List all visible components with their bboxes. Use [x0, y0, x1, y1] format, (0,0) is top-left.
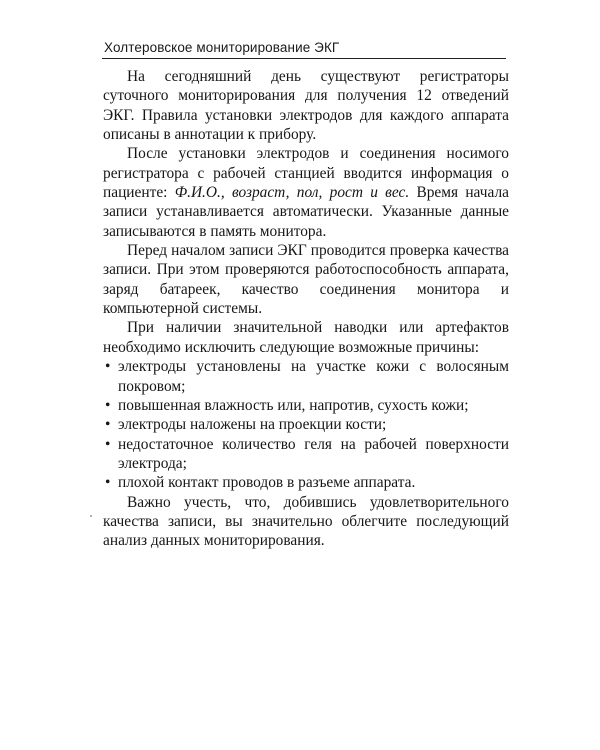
- list-item: [103, 415, 509, 434]
- list-item: [103, 357, 509, 396]
- patient-fields-emphasis: Ф.И.О., возраст, пол, рост и вес.: [174, 184, 410, 202]
- body-text: [103, 67, 509, 551]
- bullet-icon: •: [105, 358, 111, 376]
- list-item: [103, 396, 509, 415]
- paragraph-artifacts-intro: При наличии значительной наводки или артефактов необходимо исключить следующие возможные причины:: [103, 319, 509, 356]
- bullet-icon: •: [105, 474, 111, 492]
- list-item: [103, 435, 509, 474]
- list-item-text: плохой контакт проводов в разъеме аппарата.: [118, 474, 416, 492]
- paragraph-closing: Важно учесть, что, добившись удовлетворительного качества записи, вы значительно облегчите последующий анализ данных мониторирования.: [103, 493, 509, 550]
- paragraph-patient-info: [103, 144, 509, 241]
- list-item-text: повышенная влажность или, напротив, сухость кожи;: [118, 396, 469, 414]
- patient-info-tail: Время начала записи устанавливается автоматически. Указанные данные записываются в память монитора.: [103, 184, 509, 240]
- causes-list: [103, 357, 509, 492]
- list-item: [103, 473, 509, 492]
- header-rule: [102, 58, 506, 59]
- running-header: Холтеровское мониторирование ЭКГ: [104, 40, 340, 55]
- bullet-icon: •: [105, 396, 111, 414]
- patient-info-lead: После установки электродов и соединения носимого регистратора с рабочей станцией вводится информация о пациенте:: [103, 145, 509, 202]
- list-item-text: недостаточное количество геля на рабочей поверхности электрода;: [118, 435, 509, 472]
- paragraph-quality-check: Перед началом записи ЭКГ проводится проверка качества записи. При этом проверяются работоспособность аппарата, заряд батареек, качество соединения монитора и компьютерной системы.: [103, 242, 509, 318]
- list-item-text: электроды наложены на проекции кости;: [118, 416, 387, 434]
- list-item-text: электроды установлены на участке кожи с волосяным покровом;: [118, 358, 509, 395]
- paragraph-recorders: На сегодняшний день существуют регистраторы суточного мониторирования для получения 12 отведений ЭКГ. Правила установки электродов для каждого аппарата описаны в аннотации к прибору.: [103, 68, 509, 144]
- scan-speck: [90, 515, 92, 517]
- bullet-icon: •: [105, 435, 111, 453]
- bullet-icon: •: [105, 416, 111, 434]
